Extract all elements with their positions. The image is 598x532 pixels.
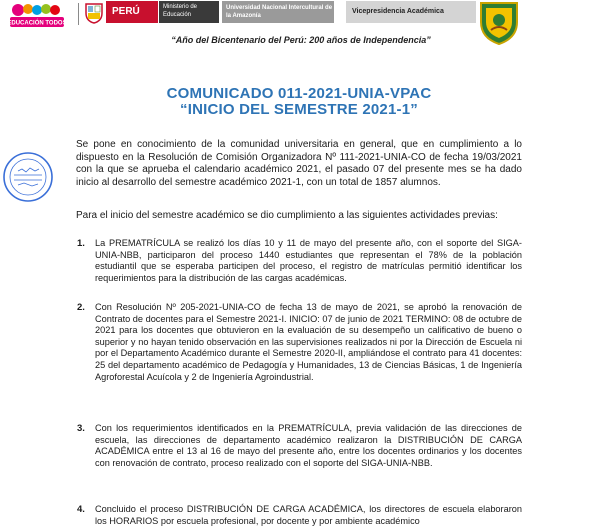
- education-logo-icon: [6, 0, 72, 30]
- list-item-number: 4.: [77, 504, 85, 515]
- header-separator: [78, 3, 79, 25]
- education-logo-text: EDUCACIÓN TODOS: [7, 20, 67, 27]
- list-item: [77, 504, 522, 527]
- list-item-number: 1.: [77, 238, 85, 249]
- list-item-text: La PREMATRÍCULA se realizó los días 10 y 11 de mayo del presente año, con el soporte del SIGA-UNIA-NBB, participaron del proceso 1440 estudiantes que representan el 78% de la población estudiantil que se esperaba participen del proceso, el registro de matrículas permitió identificar los requerimientos para la distribución de las cargas académicas.: [95, 238, 522, 283]
- university-label: Universidad Nacional Intercultural de la Amazonía: [222, 1, 334, 23]
- letterhead: [0, 0, 598, 38]
- list-item: [77, 238, 522, 284]
- communique-title: COMUNICADO 011-2021-UNIA-VPAC: [166, 85, 432, 102]
- intro-paragraph: Se pone en conocimiento de la comunidad universitaria en general, que en cumplimiento a lo dispuesto en la Resolución de Comisión Organizadora Nº 111-2021-UNIA-CO de fecha 19/03/2021 con la que se aprueba el calendario académico 2021, el pasado 07 del presente mes se ha dado inicio al desarrollo del semestre académico 2021-1, con un total de 1857 alumnos.: [76, 139, 522, 188]
- peru-shield-icon: [84, 2, 104, 24]
- official-seal-stamp-icon: [2, 151, 54, 203]
- list-item-text: Con Resolución Nº 205-2021-UNIA-CO de fecha 13 de mayo de 2021, se aprobó la renovación de Contrato de docentes para el Semestre 2021-I. INICIO: 07 de junio de 2021 TERMINO: 08 de octubre de 2021 para los docentes que obtuvieron en la evaluación de su desempeño un calificativo de bueno o superior y no hayan tenido observación en las supervisiones realizados ni por la Dirección de Escuela ni por el Departamento Académico durante el Semestre 2020-II, ampliándose el contrato para 41 docentes: 25 del departamento académico de Pedagogía y Humanidades, 13 de Ciencias Básicas, 1 de Ingeniería Agroforestal Acuícola y 2 de Ingeniería Agroindustrial.: [95, 302, 522, 382]
- peru-label: PERÚ: [106, 1, 158, 23]
- year-motto: “Año del Bicentenario del Perú: 200 años de Independencia”: [171, 35, 431, 45]
- list-item-text: Concluido el proceso DISTRIBUCIÓN DE CARGA ACADÉMICA, los directores de escuela elaboraron los HORARIOS por escuela profesional, por docente y por ambiente académico: [95, 504, 522, 526]
- ministry-label: Ministerio de Educación: [159, 1, 219, 23]
- communique-subtitle: “INICIO DEL SEMESTRE 2021-1”: [180, 101, 418, 118]
- list-item: [77, 302, 522, 383]
- list-item-number: 2.: [77, 302, 85, 313]
- activities-intro-paragraph: Para el inicio del semestre académico se dio cumplimiento a las siguientes actividades previas:: [76, 210, 498, 221]
- list-item-text: Con los requerimientos identificados en la PREMATRÍCULA, previa validación de las direcciones de escuela, las direcciones de departamento académico realizaron la DISTRIBUCIÓN DE CARGA ACADÉMICA entre el 13 al 16 de mayo del presente año, entre los docentes ordinarios y los docentes con renovación de contrato, proceso realizado con el soporte del SIGA-UNIA-NBB.: [95, 423, 522, 468]
- list-item: [77, 423, 522, 469]
- list-item-number: 3.: [77, 423, 85, 434]
- office-label: Vicepresidencia Académica: [346, 1, 476, 23]
